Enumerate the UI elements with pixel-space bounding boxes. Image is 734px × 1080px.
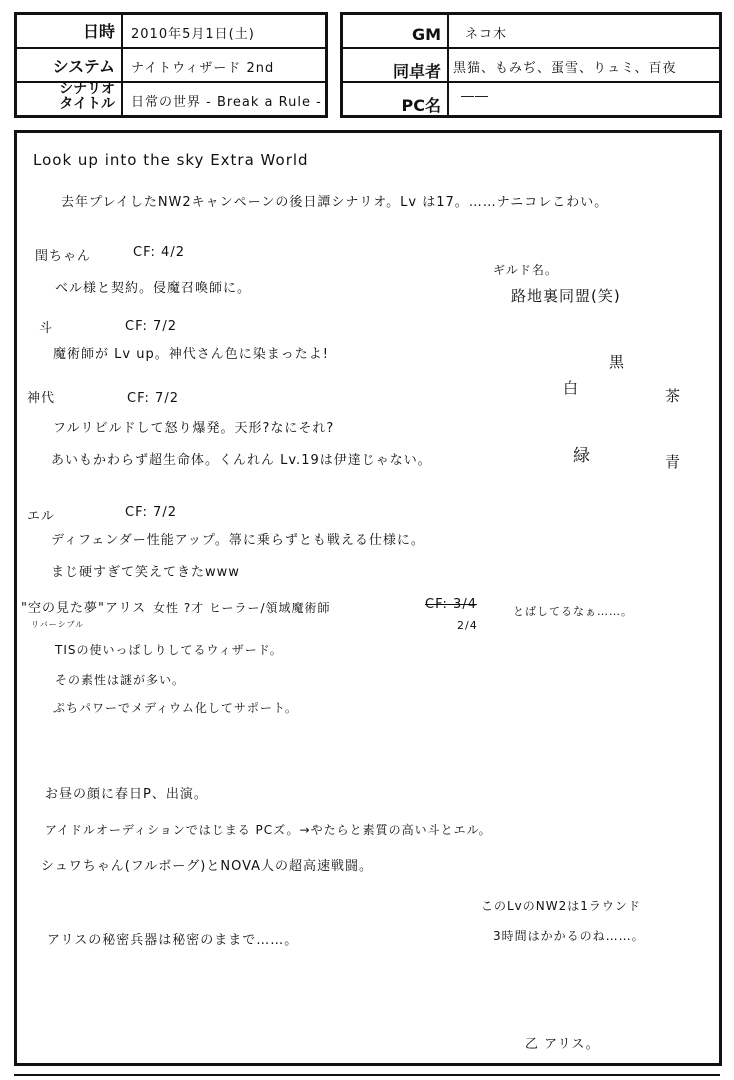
closing-line4: アリスの秘密兵器は秘密のままで……。 [47, 933, 299, 948]
guild-name: 路地裏同盟(笑) [511, 287, 621, 305]
closing-line2: アイドルオーディションではじまる PCズ。→やたらと素質の高い斗とエル。 [45, 823, 492, 837]
pc1-name: 閏ちゃん [35, 249, 92, 264]
alice-line1: TISの使いっぱしりしてるウィザード。 [55, 643, 283, 657]
alice-cf-old: CF: 3/4 [425, 597, 477, 612]
guild-label: ギルド名。 [493, 263, 558, 277]
color-black: 黒 [609, 353, 626, 371]
side-note-line1: このLvのNW2は1ラウンド [481, 899, 641, 913]
alice-ruby: リバーシブル [31, 620, 85, 629]
pc4-cf: CF: 7/2 [125, 505, 177, 520]
header-left-box [14, 12, 328, 118]
date-value: 2010年5月1日(土) [131, 27, 255, 42]
color-brown: 茶 [665, 387, 682, 405]
side-note-line2: 3時間はかかるのね……。 [493, 929, 645, 943]
bottom-rule [14, 1074, 720, 1076]
scenario-title-label: シナリオ タイトル [59, 81, 115, 112]
players-value: 黒猫、もみぢ、蛋雪、りュミ、百夜 [453, 61, 677, 76]
players-label: 同卓者 [392, 62, 441, 81]
pc-name-value: ―― [461, 89, 489, 104]
alice-profile: 女性 ?才 ヒーラー/領域魔術師 [153, 601, 331, 615]
pc1-cf: CF: 4/2 [133, 245, 185, 260]
pc2-line1: 魔術師が Lv up。神代さん色に染まったよ! [53, 347, 329, 362]
pc-name-label: PC名 [401, 96, 441, 115]
color-blue: 青 [665, 453, 682, 471]
pc4-line1: ディフェンダー性能アップ。箒に乗らずとも戦える仕様に。 [51, 533, 425, 548]
scenario-title-value: 日常の世界 - Break a Rule - [131, 95, 322, 110]
date-label: 日時 [82, 22, 115, 41]
color-white: 白 [563, 379, 580, 397]
notes-box [14, 130, 722, 1066]
system-value: ナイトウィザード 2nd [131, 61, 275, 76]
gm-value: ネコ木 [465, 27, 508, 42]
pc1-line1: ベル様と契約。侵魔召喚師に。 [55, 281, 252, 296]
alice-cf-new: 2/4 [457, 619, 478, 632]
alice-line3: ぷちパワーでメディウム化してサポート。 [53, 701, 298, 715]
pc3-cf: CF: 7/2 [127, 391, 179, 406]
signature: 乙 アリス。 [525, 1037, 600, 1052]
pc4-name: エル [27, 509, 56, 524]
alice-line2: その素性は謎が多い。 [55, 673, 186, 687]
notes-title: Look up into the sky Extra World [33, 151, 309, 169]
alice-cf-note: とばしてるなぁ……。 [513, 605, 633, 618]
system-label: システム [52, 57, 115, 76]
pc3-line2: あいもかわらず超生命体。くんれん Lv.19は伊達じゃない。 [51, 453, 432, 468]
pc3-line1: フルリビルドして怒り爆発。天形?なにそれ? [53, 421, 335, 436]
pc2-cf: CF: 7/2 [125, 319, 177, 334]
closing-line1: お昼の顔に春日P、出演。 [45, 787, 208, 802]
color-green: 緑 [573, 446, 591, 466]
pc4-line2: まじ硬すぎて笑えてきたwww [51, 565, 240, 580]
pc2-name: 斗 [39, 321, 54, 336]
alice-name: "空の見た夢"アリス [21, 601, 147, 616]
gm-label: GM [411, 25, 441, 44]
header-right-box [340, 12, 722, 118]
closing-line3: シュワちゃん(フルボーグ)とNOVA人の超高速戦闘。 [41, 859, 374, 874]
notes-intro: 去年プレイしたNW2キャンペーンの後日譚シナリオ。Lv は17。……ナニコレこわい。 [61, 195, 609, 210]
pc3-name: 神代 [27, 391, 56, 406]
